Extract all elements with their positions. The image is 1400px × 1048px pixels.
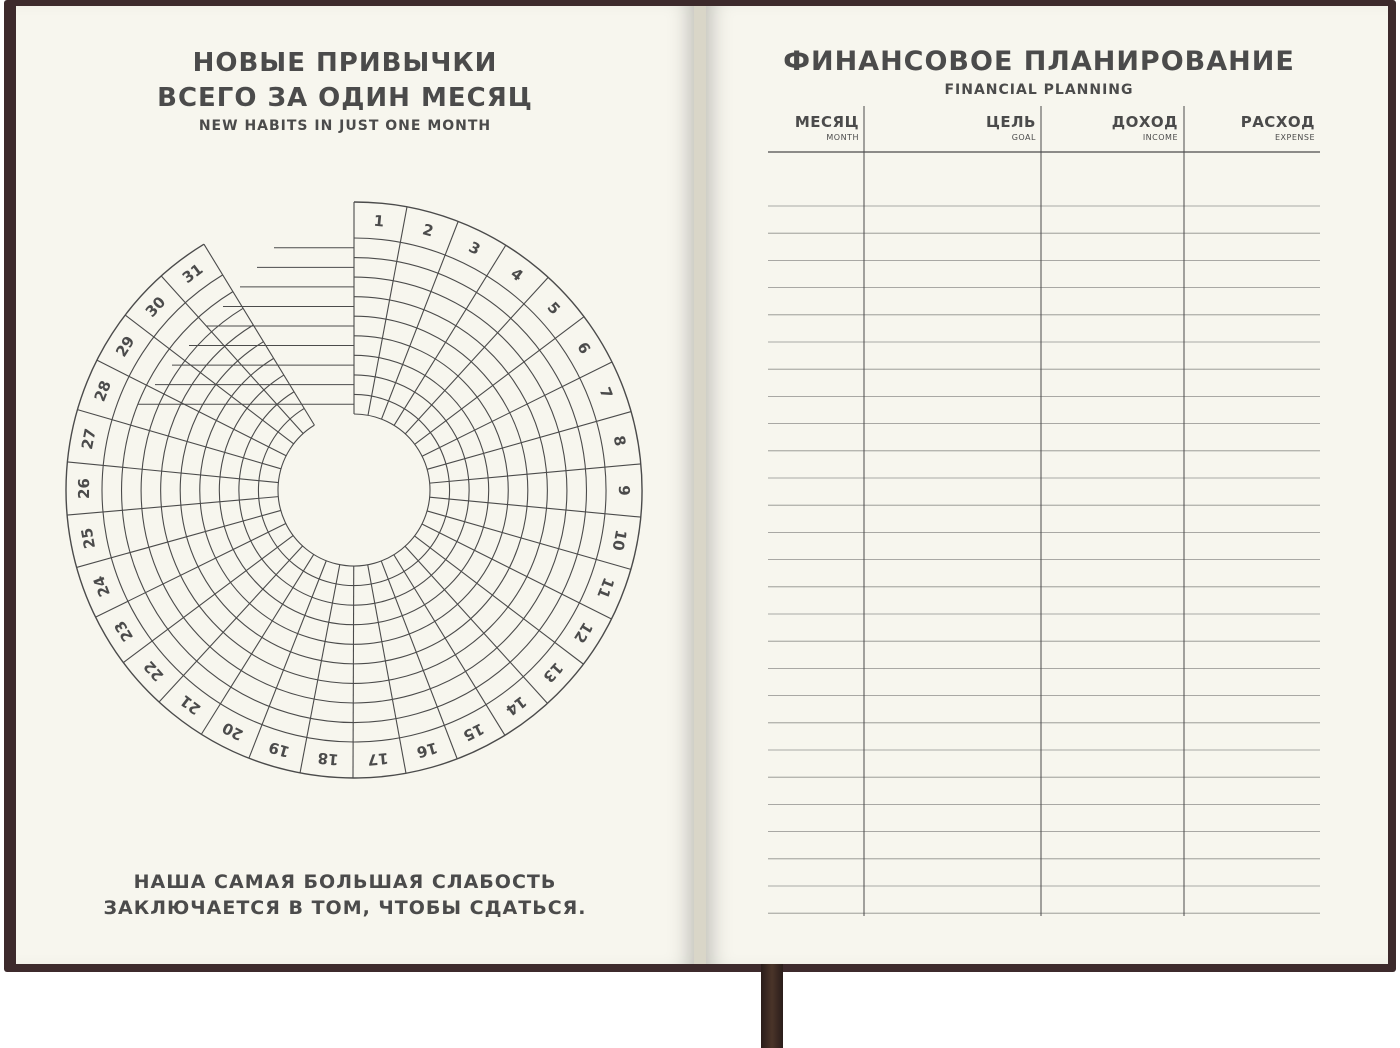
tracker-day-label: 24 <box>89 573 114 600</box>
tracker-day-label: 23 <box>110 617 137 645</box>
finance-title: ФИНАНСОВОЕ ПЛАНИРОВАНИЕ <box>783 46 1295 77</box>
right-page <box>706 6 1388 964</box>
habit-tracker-wheel <box>16 6 694 964</box>
tracker-day-divider <box>67 462 278 483</box>
column-goal-sublabel: GOAL <box>1011 133 1036 142</box>
tracker-day-divider <box>430 497 641 517</box>
column-income-sublabel: INCOME <box>1142 133 1178 142</box>
tracker-day-divider <box>430 464 641 483</box>
column-expense-sublabel: EXPENSE <box>1274 133 1315 142</box>
tracker-day-label: 20 <box>219 718 247 744</box>
tracker-day-label: 16 <box>414 738 440 762</box>
tracker-ring <box>278 414 430 566</box>
tracker-day-divider <box>67 497 278 515</box>
tracker-day-divider <box>97 360 286 456</box>
tracker-day-label: 29 <box>112 332 139 361</box>
tracker-day-label: 13 <box>539 658 567 687</box>
tracker-day-divider <box>394 555 505 736</box>
tracker-day-label: 5 <box>543 298 564 319</box>
column-month-label: МЕСЯЦ <box>794 113 859 131</box>
tracker-day-divider <box>422 362 612 456</box>
tracker-day-label: 17 <box>366 749 390 769</box>
tracker-day-label: 2 <box>420 220 436 241</box>
tracker-day-divider <box>96 524 286 618</box>
tracker-day-label: 9 <box>614 485 634 496</box>
habit-title-line1: НОВЫЕ ПРИВЫЧКИ <box>192 48 498 78</box>
tracker-day-label: 11 <box>593 575 618 602</box>
tracker-day-label: 26 <box>74 478 94 500</box>
quote-line1: НАША САМАЯ БОЛЬШАЯ СЛАБОСТЬ <box>133 871 557 893</box>
tracker-day-label: 7 <box>595 384 617 401</box>
habit-subtitle: NEW HABITS IN JUST ONE MONTH <box>198 118 492 134</box>
tracker-day-label: 19 <box>266 737 292 761</box>
tracker-day-label: 28 <box>90 378 115 405</box>
finance-ledger-grid <box>706 6 1388 964</box>
tracker-ring <box>258 394 449 585</box>
quote-line2: ЗАКЛЮЧАЕТСЯ В ТОМ, ЧТОБЫ СДАТЬСЯ. <box>103 897 587 919</box>
habit-title-line2: ВСЕГО ЗА ОДИН МЕСЯЦ <box>157 83 533 113</box>
tracker-day-label: 14 <box>502 692 530 720</box>
tracker-day-divider <box>422 524 612 619</box>
tracker-day-label: 18 <box>316 748 340 769</box>
tracker-day-divider <box>353 566 354 778</box>
tracker-day-divider <box>204 244 314 425</box>
tracker-day-divider <box>415 536 584 664</box>
tracker-day-label: 22 <box>139 657 168 685</box>
tracker-day-label: 25 <box>77 526 100 551</box>
tracker-day-divider <box>159 546 302 702</box>
tracker-day-divider <box>394 245 506 425</box>
tracker-day-label: 4 <box>507 264 527 285</box>
tracker-day-label: 3 <box>465 237 484 259</box>
tracker-day-label: 12 <box>570 619 597 647</box>
tracker-day-label: 30 <box>141 293 170 321</box>
tracker-day-label: 27 <box>78 426 100 451</box>
column-month-sublabel: MONTH <box>826 133 859 142</box>
finance-subtitle: FINANCIAL PLANNING <box>944 82 1134 98</box>
bookmark-ribbon <box>761 955 783 1048</box>
column-goal-label: ЦЕЛЬ <box>985 113 1036 131</box>
column-income-label: ДОХОД <box>1111 113 1178 131</box>
tracker-day-divider <box>161 276 303 434</box>
tracker-day-label: 21 <box>176 691 205 719</box>
left-page <box>16 6 694 964</box>
tracker-day-label: 31 <box>178 260 207 287</box>
tracker-day-divider <box>201 554 313 734</box>
tracker-day-divider <box>405 277 548 434</box>
tracker-day-label: 1 <box>372 211 385 231</box>
tracker-day-label: 6 <box>573 338 595 358</box>
tracker-day-divider <box>368 207 407 415</box>
tracker-day-label: 15 <box>460 719 487 745</box>
book-spine <box>694 6 706 964</box>
tracker-day-label: 10 <box>608 528 631 553</box>
tracker-day-label: 8 <box>609 434 630 448</box>
column-expense-label: РАСХОД <box>1240 113 1315 131</box>
